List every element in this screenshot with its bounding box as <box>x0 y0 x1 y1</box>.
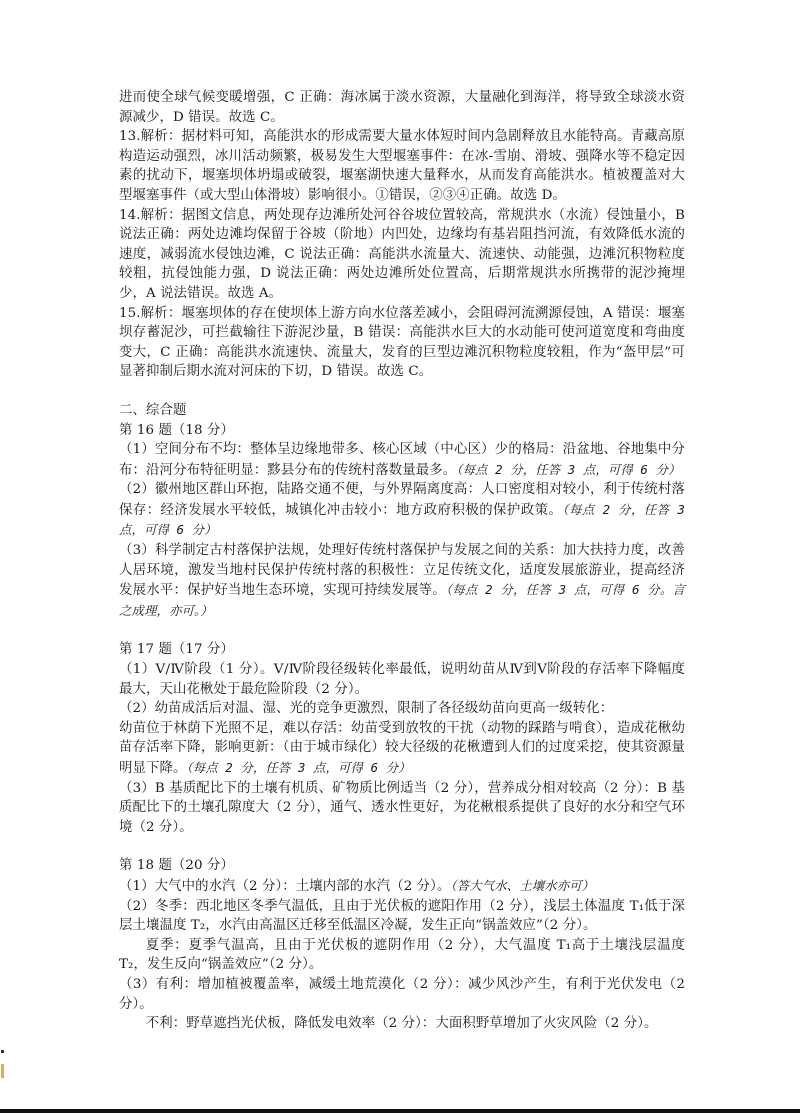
q16-part-2: （2）徽州地区群山环抱，陆路交通不便，与外界隔离度高：人口密度相对较小，利于传统村落保存：经济发展水平较低，城镇化冲击较小：地方政府积极的保护政策。（每点 2 分，任答 3 点，可得 6 分） <box>119 482 685 538</box>
q18-part-3-drawback: 不利：野草遮挡光伏板，降低发电效率（2 分）：大面积野草增加了火灾风险（2 分）。 <box>145 1016 658 1032</box>
q18-part-1-note: （答大气水、土壤水亦可） <box>450 877 595 893</box>
q18-part-2-summer: 夏季：夏季气温高，且由于光伏板的遮阴作用（2 分），大气温度 T₁高于土壤浅层温度 T₂，发生反向“锅盖效应”（2 分）。 <box>119 937 685 973</box>
q16-part-2-note: （每点 2 分，任答 3 点，可得 6 分） <box>119 501 685 538</box>
q17-part-2-cont: 幼苗位于林荫下光照不足，难以存活：幼苗受到放牧的干扰（动物的踩踏与啃食），造成花楸幼苗存活率下降，影响更新：（由于城市绿化）较大径级的花楸遭到人们的过度采挖，使其资源量明显下降。（每点 2 分，任答 3 点，可得 6 分） <box>119 720 685 776</box>
section-heading: 二、综合题 <box>119 402 187 418</box>
question-18-heading: 第 18 题（20 分） <box>119 858 235 874</box>
q17-part-2: （2）幼苗成活后对温、湿、光的竞争更激烈，限制了各径级幼苗向更高一级转化： <box>119 701 614 717</box>
q16-part-3: （3）科学制定古村落保护法规，处理好传统村落保护与发展之间的关系：加大扶持力度，改善人居环境，激发当地村民保护传统村落的积极性：立足传统文化，适度发展旅游业，提高经济发展水平：保护好当地生态环境，实现可持续发展等。（每点 2 分，任答 3 点，可得 6 分。言之成理，亦可。） <box>119 543 685 618</box>
edge-orange-bar <box>1 1064 4 1078</box>
question-16-heading: 第 16 题（18 分） <box>119 422 235 438</box>
paragraph-12-end: 进而使全球气候变暖增强，C 正确：海冰属于淡水资源，大量融化到海洋，将导致全球淡水资源减少，D 错误。故选 C。 <box>119 90 685 125</box>
q18-part-3-benefit: （3）有利：增加植被覆盖率，减缓土地荒漠化（2 分）：减少风沙产生，有利于光伏发电（2 分）。 <box>119 976 685 1012</box>
q16-part-1-note: （每点 2 分，任答 3 点，可得 6 分） <box>456 461 681 477</box>
q17-part-2-note: （每点 2 分，任答 3 点，可得 6 分） <box>186 760 411 775</box>
edge-marks <box>0 1050 6 1080</box>
answer-document <box>119 88 685 1034</box>
edge-dot <box>1 1050 4 1053</box>
q16-part-3-note: （每点 2 分，任答 3 点，可得 6 分。言之成理，亦可。） <box>119 582 685 618</box>
q16-part-1: （1）空间分布不均：整体呈边缘地带多、核心区域（中心区）少的格局：沿盆地、谷地集中分布：沿河分布特征明显：黟县分布的传统村落数量最多。（每点 2 分，任答 3 点，可得 6 分） <box>119 442 685 478</box>
q17-part-1: （1）Ⅴ/Ⅳ阶段（1 分）。Ⅴ/Ⅳ阶段径级转化率最低，说明幼苗从Ⅳ到Ⅴ阶段的存活率下降幅度最大，天山花楸处于最危险阶段（2 分）。 <box>119 662 685 697</box>
paragraph-15: 15.解析：堰塞坝体的存在使坝体上游方向水位落差减小，会阻碍河流溯源侵蚀，A 错误：堰塞坝存蓄泥沙，可拦截输往下游泥沙量，B 错误：高能洪水巨大的水动能可使河道宽度和弯曲度变大，C 正确：高能洪水流速快、流量大，发育的巨型边滩沉积物粒度较粗，作为“盔甲层”可显著抑制后期水流对河床的下切，D 错误。故选 C。 <box>119 305 685 380</box>
q18-part-2-winter: （2）冬季：西北地区冬季气温低，且由于光伏板的遮阳作用（2 分），浅层土体温度 T₁低于深层土壤温度 T₂，水汽由高温区迁移至低温区冷凝，发生正向“锅盖效应”（2 分）。 <box>119 898 685 934</box>
bottom-border <box>0 1109 800 1113</box>
paragraph-14: 14.解析：据图文信息，两处现存边滩所处河谷谷坡位置较高，常规洪水（水流）侵蚀量小，B 说法正确：两处边滩均保留于谷坡（阶地）内凹处，边缘均有基岩阻挡河流，有效降低水流的速度，减弱流水侵蚀边滩，C 说法正确：高能洪水流量大、流速快、动能强，边滩沉积物粒度较粗，抗侵蚀能力强，D 说法正确：两处边滩所处位置高，后期常规洪水所携带的泥沙掩埋少，A 说法错误。故选 A。 <box>119 207 685 301</box>
question-17-heading: 第 17 题（17 分） <box>119 642 235 658</box>
q17-part-3: （3）B 基质配比下的土壤有机质、矿物质比例适当（2 分），营养成分相对较高（2 分）：B 基质配比下的土壤孔隙度大（2 分），通气、透水性更好，为花楸根系提供了良好的水分和空气环境（2 分）。 <box>119 780 685 835</box>
q18-part-1: （1）大气中的水汽（2 分）：土壤内部的水汽（2 分）。（答大气水、土壤水亦可） <box>119 877 595 894</box>
paragraph-13: 13.解析：据材料可知，高能洪水的形成需要大量水体短时间内急剧释放且水能特高。青藏高原构造运动强烈，冰川活动频繁，极易发生大型堰塞事件：在冰-雪崩、滑坡、强降水等不稳定因素的扰动下，堰塞坝体坍塌或破裂，堰塞湖快速大量释水，从而发育高能洪水。植被覆盖对大型堰塞事件（或大型山体滑坡）影响很小。①错误，②③④正确。故选 D。 <box>119 129 685 203</box>
